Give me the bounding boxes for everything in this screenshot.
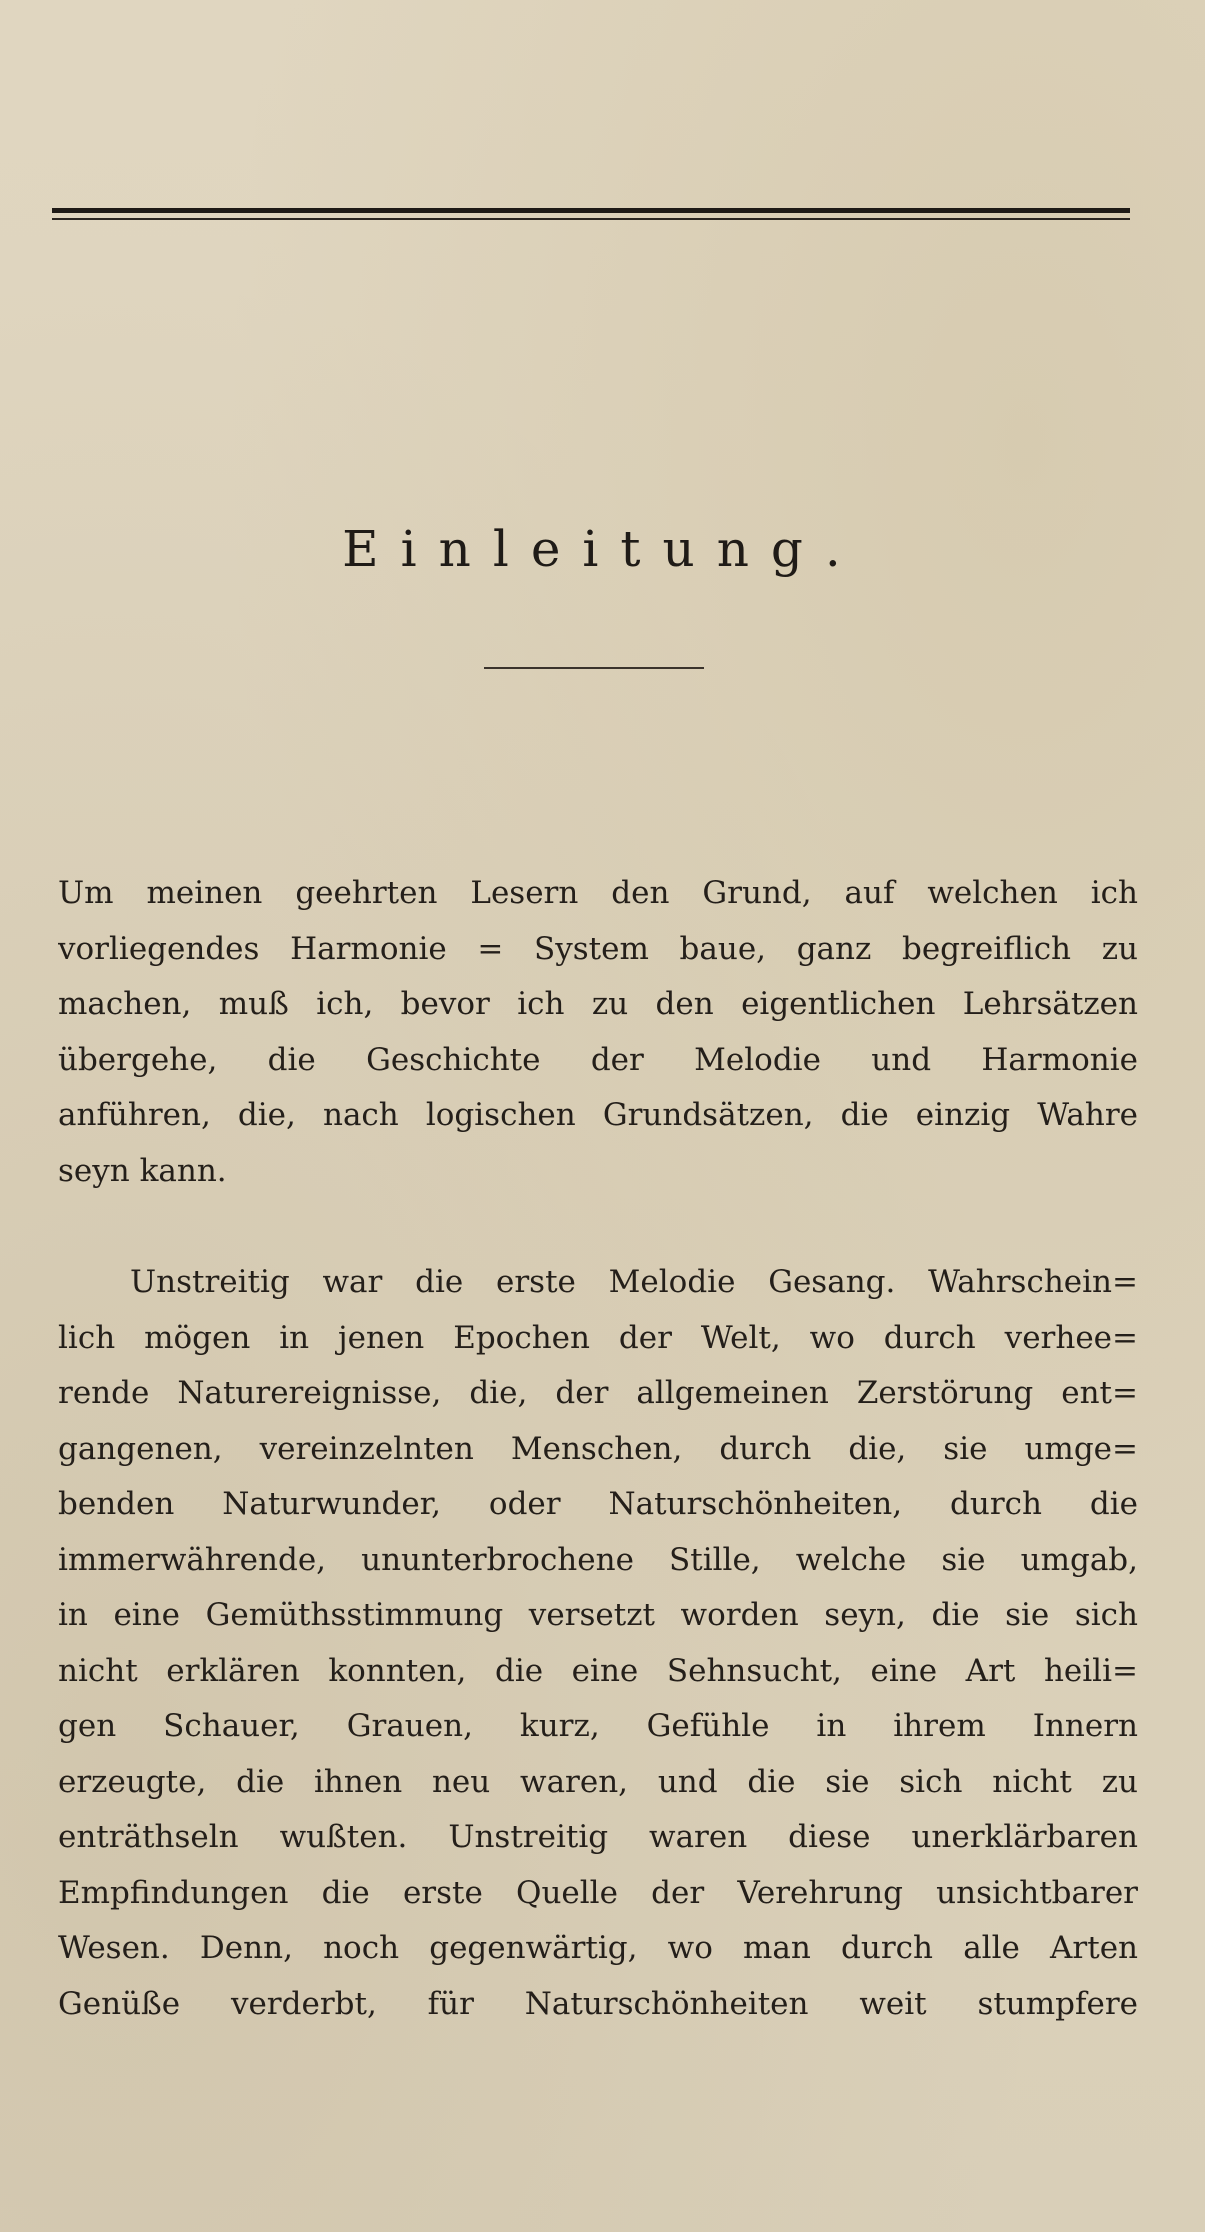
text-line: vorliegendes Harmonie = System baue, ganz begreiflich zu <box>58 930 1138 967</box>
text-line: in eine Gemüthsstimmung versetzt worden seyn, die sie sich <box>58 1597 1138 1633</box>
text-line: Unstreitig war die erste Melodie Gesang. Wahrschein= <box>130 1264 1138 1300</box>
paragraph-1 <box>58 866 1138 1199</box>
text-line: gangenen, vereinzelnten Menschen, durch die, sie umge= <box>58 1430 1138 1467</box>
text-line: Wesen. Denn, noch gegenwärtig, wo man durch alle Arten <box>58 1930 1138 1966</box>
text-line: enträthseln wußten. Unstreitig waren diese unerklärbaren <box>58 1819 1138 1855</box>
text-line: immerwährende, ununterbrochene Stille, welche sie umgab, <box>58 1541 1138 1578</box>
text-line: Um meinen geehrten Lesern den Grund, auf welchen ich <box>58 875 1138 911</box>
text-line: Empfindungen die erste Quelle der Verehrung unsichtbarer <box>58 1874 1138 1911</box>
text-line: anführen, die, nach logischen Grundsätzen, die einzig Wahre <box>58 1097 1138 1133</box>
text-line: erzeugte, die ihnen neu waren, und die sie sich nicht zu <box>58 1763 1138 1800</box>
text-line: benden Naturwunder, oder Naturschönheiten, durch die <box>58 1486 1138 1522</box>
header-rule-thin <box>52 218 1130 220</box>
header-rule-thick <box>52 208 1130 213</box>
text-line: rende Naturereignisse, die, der allgemeinen Zerstörung ent= <box>58 1375 1138 1411</box>
title-ornament-rule <box>484 664 704 672</box>
chapter-title: Einleitung. <box>342 520 863 578</box>
text-line: gen Schauer, Grauen, kurz, Gefühle in ihrem Innern <box>58 1708 1138 1744</box>
text-line: übergehe, die Geschichte der Melodie und Harmonie <box>58 1041 1138 1078</box>
header-double-rule <box>52 208 1130 222</box>
text-line: seyn kann. <box>58 1152 227 1189</box>
text-line: Genüße verderbt, für Naturschönheiten weit stumpfere <box>58 1985 1138 2022</box>
text-line: machen, muß ich, bevor ich zu den eigentlichen Lehrsätzen <box>58 986 1138 1022</box>
text-line: nicht erklären konnten, die eine Sehnsucht, eine Art heili= <box>58 1652 1138 1689</box>
text-line: lich mögen in jenen Epochen der Welt, wo durch verhee= <box>58 1319 1138 1356</box>
body-text <box>58 866 1138 2032</box>
paragraph-2 <box>58 1255 1138 2032</box>
